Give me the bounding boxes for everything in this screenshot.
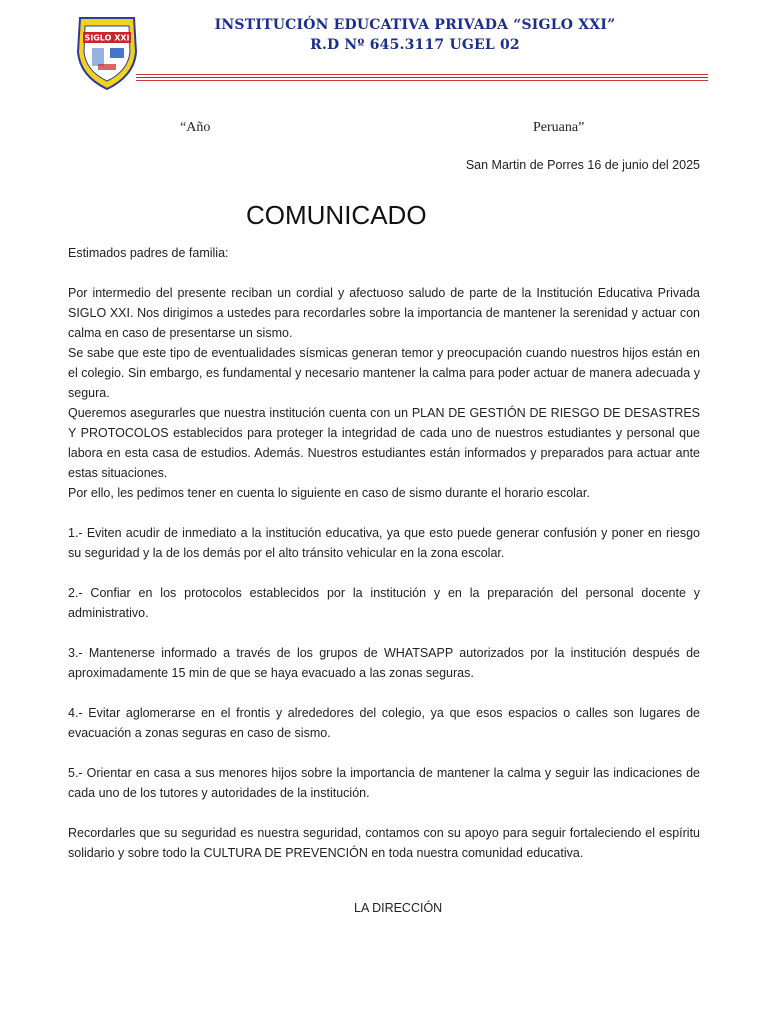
- greeting: Estimados padres de familia:: [68, 246, 229, 260]
- header-rule-red-bottom: [136, 80, 708, 81]
- school-name: INSTITUCIÓN EDUCATIVA PRIVADA “SIGLO XXI”: [214, 17, 616, 33]
- year-motto-right: Peruana”: [533, 120, 585, 135]
- signature: LA DIRECCIÓN: [354, 901, 443, 915]
- header-rule-red-top: [136, 74, 708, 75]
- intro-paragraph: Se sabe que este tipo de eventualidades sísmicas generan temor y preocupación cuando nuestros hijos están en el colegio. Sin embargo, es fundamental y necesario mantener la calma para poder actuar de manera adecuada y segura.: [68, 346, 700, 400]
- document-title: COMUNICADO: [246, 200, 427, 230]
- intro-paragraph: Por ello, les pedimos tener en cuenta lo siguiente en caso de sismo durante el horario escolar.: [68, 486, 590, 500]
- intro-paragraph: Queremos asegurarles que nuestra institución cuenta con un PLAN DE GESTIÓN DE RIESGO DE DESASTRES Y PROTOCOLOS establecidos para proteger la integridad de cada uno de nuestros estudiantes y personal que labora en esta casa de estudios. Además. Nuestros estudiantes están informados y preparados para actuar ante estas situaciones.: [68, 406, 700, 480]
- point-item: 3.- Mantenerse informado a través de los grupos de WHATSAPP autorizados por la institución después de aproximadamente 15 min de que se haya evacuado a las zonas seguras.: [68, 646, 700, 680]
- point-item: 2.- Confiar en los protocolos establecidos por la institución y en la preparación del personal docente y administrativo.: [68, 586, 700, 620]
- point-item: 4.- Evitar aglomerarse en el frontis y alrededores del colegio, ya que esos espacios o calles son lugares de evacuación a zonas seguras en caso de sismo.: [68, 706, 700, 740]
- point-item: 1.- Eviten acudir de inmediato a la institución educativa, ya que esto puede generar confusión y poner en riesgo su seguridad y la de los demás por el alto tránsito vehicular en la zona escolar.: [68, 526, 700, 560]
- school-logo: [72, 12, 142, 92]
- date-line: San Martin de Porres 16 de junio del 2025: [465, 158, 700, 172]
- closing-paragraph: Recordarles que su seguridad es nuestra seguridad, contamos con su apoyo para seguir fortaleciendo el espíritu solidario y sobre todo la CULTURA DE PREVENCIÓN en toda nuestra comunidad educativa.: [68, 826, 700, 860]
- school-resolution: R.D Nº 645.3117 UGEL 02: [310, 37, 520, 53]
- point-item: 5.- Orientar en casa a sus menores hijos sobre la importancia de mantener la calma y seguir las indicaciones de cada uno de los tutores y autoridades de la institución.: [68, 766, 700, 800]
- header-rule-blue: [136, 77, 708, 78]
- intro-paragraph: Por intermedio del presente reciban un cordial y afectuoso saludo de parte de la Institución Educativa Privada SIGLO XXI. Nos dirigimos a ustedes para recordarles sobre la importancia de mantener la serenidad y actuar con calma en caso de presentarse un sismo.: [68, 286, 700, 340]
- letter-body: [68, 243, 700, 863]
- logo-text: SIGLO XXI: [84, 33, 130, 43]
- year-motto-left: “Año: [180, 120, 211, 135]
